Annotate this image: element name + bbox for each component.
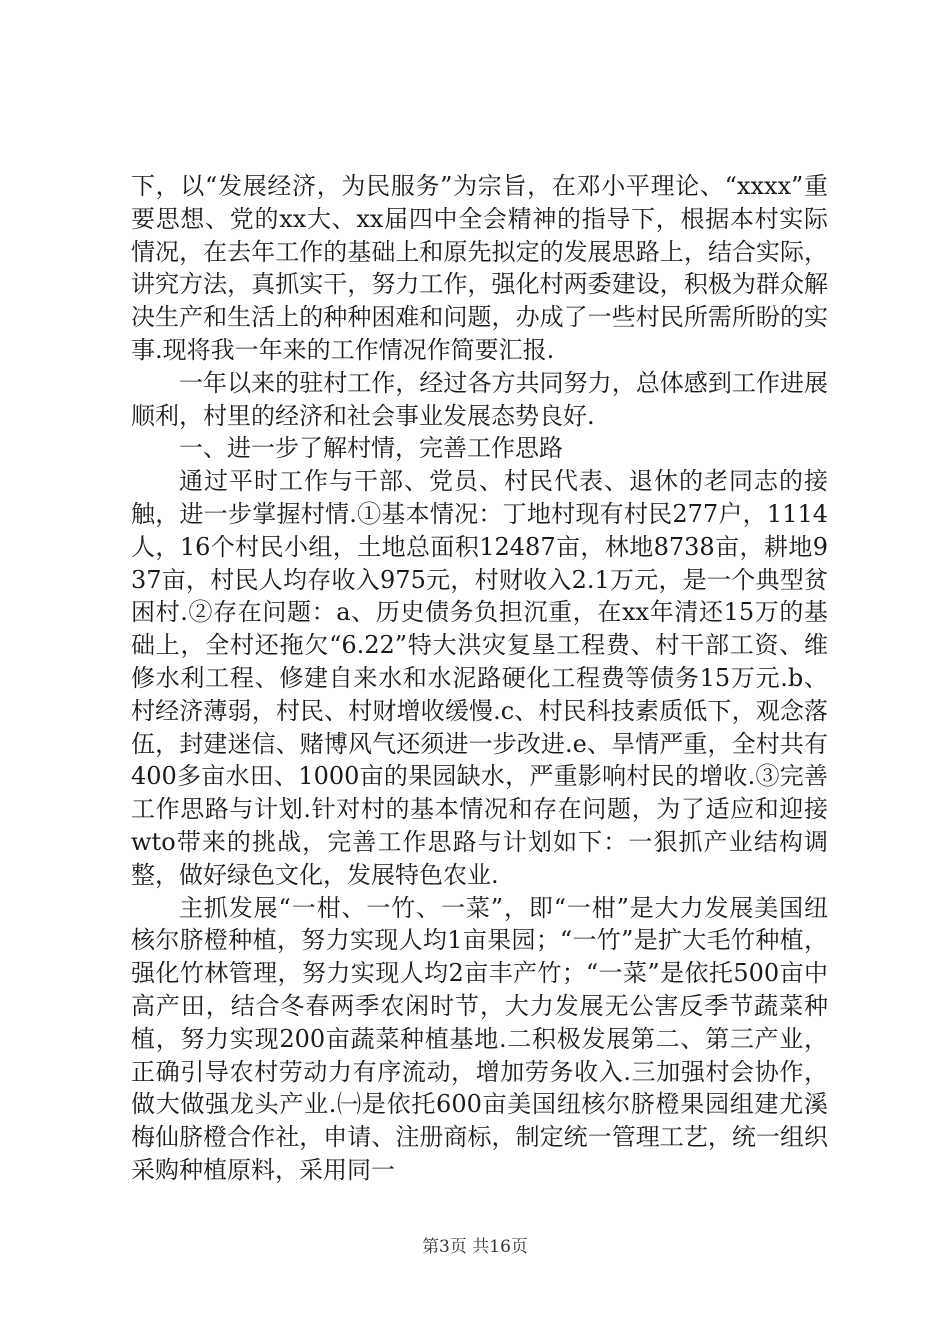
paragraph-4: 主抓发展“一柑、一竹、一菜”，即“一柑”是大力发展美国纽核尔脐橙种植，努力实现人均1亩果园；“一竹”是扩大毛竹种植，强化竹林管理，努力实现人均2亩丰产竹；“一菜”是依托500亩中高产田，结合冬春两季农闲时节，大力发展无公害反季节蔬菜种植，努力实现200亩蔬菜种植基地.二积极发展第二、第三产业，正确引导农村劳动力有序流动，增加劳务收入.三加强村会协作，做大做强龙头产业.㈠是依托600亩美国纽核尔脐橙果园组建尤溪梅仙脐橙合作社，申请、注册商标，制定统一管理工艺，统一组织采购种植原料，采用同一 [131, 893, 828, 1184]
paragraph-2: 一年以来的驻村工作，经过各方共同努力，总体感到工作进展顺利，村里的经济和社会事业发展态势良好. [131, 368, 828, 430]
document-body [131, 170, 828, 1187]
section-heading-1: 一、进一步了解村情，完善工作思路 [179, 434, 563, 463]
page-number-footer: 第3页 共16页 [422, 1237, 528, 1257]
paragraph-1: 下，以“发展经济，为民服务”为宗旨，在邓小平理论、“xxxx”重要思想、党的xx大、xx届四中全会精神的指导下，根据本村实际情况，在去年工作的基础上和原先拟定的发展思路上，结合实际，讲究方法，真抓实干，努力工作，强化村两委建设，积极为群众解决生产和生活上的种种困难和问题，办成了一些村民所需所盼的实事.现将我一年来的工作情况作简要汇报. [131, 172, 828, 364]
paragraph-3: 通过平时工作与干部、党员、村民代表、退休的老同志的接触，进一步掌握村情.①基本情况：丁地村现有村民277户，1114人，16个村民小组，土地总面积12487亩，林地8738亩，耕地937亩，村民人均存收入975元，村财收入2.1万元，是一个典型贫困村.②存在问题：a、历史债务负担沉重，在xx年清还15万的基础上，全村还拖欠“6.22”特大洪灾复垦工程费、村干部工资、维修水利工程、修建自来水和水泥路硬化工程费等债务15万元.b、村经济薄弱，村民、村财增收缓慢.c、村民科技素质低下，观念落伍，封建迷信、赌博风气还须进一步改进.e、旱情严重，全村共有400多亩水田、1000亩的果园缺水，严重影响村民的增收.③完善工作思路与计划.针对村的基本情况和存在问题，为了适应和迎接wto带来的挑战，完善工作思路与计划如下：一狠抓产业结构调整，做好绿色文化，发展特色农业. [131, 467, 828, 889]
